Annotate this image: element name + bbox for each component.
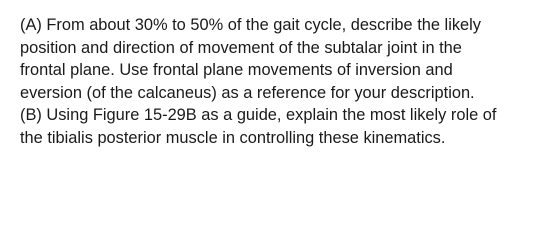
question-line: the tibialis posterior muscle in controlling these kinematics.: [20, 128, 446, 147]
question-line: (B) Using Figure 15-29B as a guide, explain the most likely role of: [20, 106, 497, 125]
question-text: [20, 14, 550, 150]
question-line: frontal plane. Use frontal plane movements of inversion and: [20, 61, 453, 80]
question-line: (A) From about 30% to 50% of the gait cycle, describe the likely: [20, 16, 481, 34]
question-line: eversion (of the calcaneus) as a reference for your description.: [20, 83, 475, 102]
question-line: position and direction of movement of the subtalar joint in the: [20, 38, 462, 57]
